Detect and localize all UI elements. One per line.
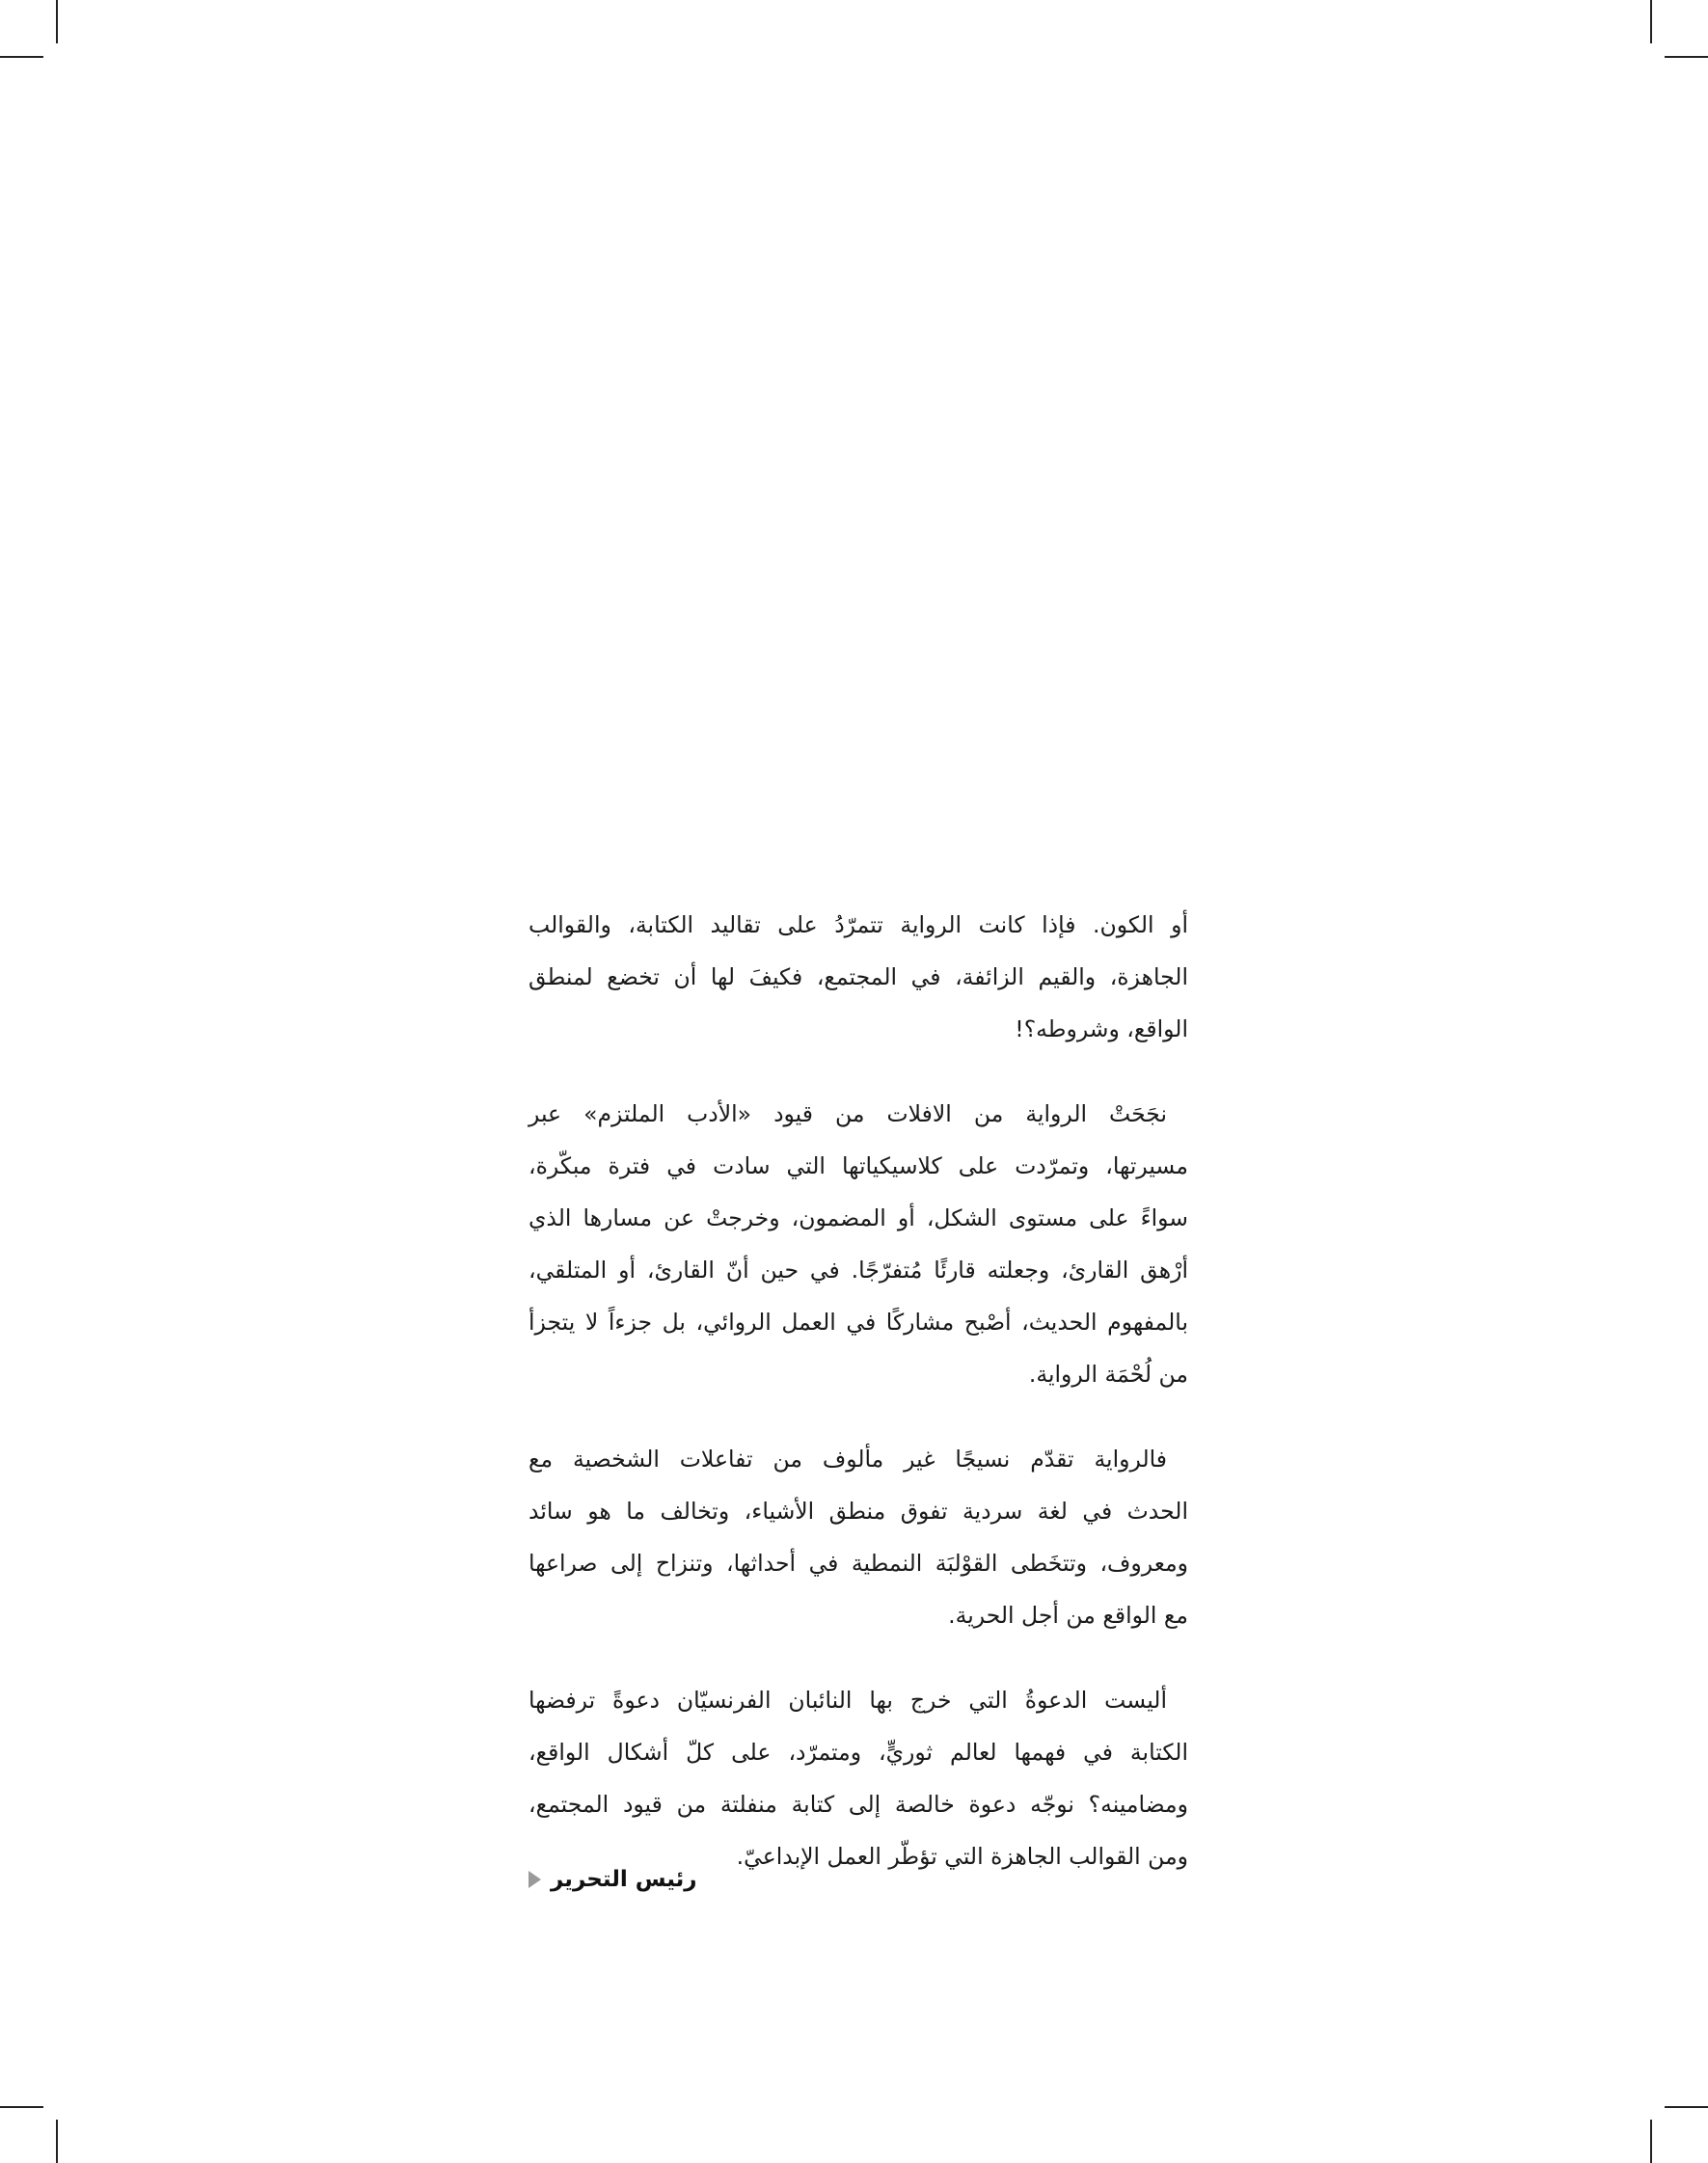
paragraph-line: ومن القوالب الجاهزة التي تؤطّر العمل الإبداعيّ.: [736, 1843, 1188, 1870]
crop-mark-bottom-right: [1650, 2120, 1652, 2163]
paragraph-line: مسيرتها، وتمرّدت على كلاسيكياتها التي سادت في فترة مبكّرة،: [529, 1152, 1188, 1179]
paragraph-line: أو الكون. فإذا كانت الرواية تتمرّدُ على تقاليد الكتابة، والقوالب: [529, 911, 1188, 938]
paragraph-line: سواءً على مستوى الشكل، أو المضمون، وخرجتْ عن مسارها الذي: [529, 1204, 1188, 1231]
triangle-arrow-icon: [529, 1871, 541, 1888]
paragraph-line: الحدث في لغة سردية تفوق منطق الأشياء، وتخالف ما هو سائد: [529, 1498, 1188, 1525]
paragraph-line: بالمفهوم الحديث، أصْبح مشاركًا في العمل الروائي، بل جزءاً لا يتجزأ: [529, 1309, 1188, 1336]
paragraph-line: مع الواقع من أجل الحرية.: [948, 1602, 1188, 1629]
paragraph-line: الجاهزة، والقيم الزائفة، في المجتمع، فكيفَ لها أن تخضع لمنطق: [529, 963, 1188, 990]
crop-mark-top-right: [1650, 0, 1652, 43]
paragraph-line: الواقع، وشروطه؟!: [1015, 1015, 1188, 1042]
signature: [529, 1867, 1188, 1906]
crop-mark-top-left: [56, 0, 58, 43]
paragraph-4: [529, 1674, 1188, 1882]
crop-mark-bottom-right-h: [1665, 2106, 1708, 2108]
crop-mark-bottom-left-h: [0, 2106, 43, 2108]
article-body: [529, 899, 1188, 1915]
paragraph-3: [529, 1433, 1188, 1641]
paragraph-2: [529, 1088, 1188, 1400]
paragraph-line: نجَحَتْ الرواية من الافلات من قيود «الأدب الملتزم» عبر: [529, 1100, 1167, 1127]
paragraph-line: ومضامينه؟ نوجّه دعوة خالصة إلى كتابة منفلتة من قيود المجتمع،: [529, 1791, 1188, 1818]
paragraph-line: أرْهق القارئ، وجعلته قارئًا مُتفرّجًا. في حين أنّ القارئ، أو المتلقي،: [529, 1257, 1188, 1284]
crop-mark-top-right-h: [1665, 56, 1708, 58]
paragraph-1: [529, 899, 1188, 1055]
signature-text: رئيس التحرير: [551, 1867, 697, 1892]
crop-mark-top-left-h: [0, 56, 43, 58]
paragraph-line: الكتابة في فهمها لعالم ثوريٍّ، ومتمرّد، على كلّ أشكال الواقع،: [529, 1739, 1188, 1766]
paragraph-line: من لُحْمَة الرواية.: [1028, 1361, 1188, 1388]
signature-group: [529, 1867, 697, 1892]
paragraph-line: ومعروف، وتتخَطى القوْلبَة النمطية في أحداثها، وتنزاح إلى صراعها: [529, 1550, 1188, 1577]
paragraph-line: فالرواية تقدّم نسيجًا غير مألوف من تفاعلات الشخصية مع: [529, 1446, 1167, 1473]
crop-mark-bottom-left: [56, 2120, 58, 2163]
paragraph-line: أليست الدعوةُ التي خرج بها النائبان الفرنسيّان دعوةً ترفضها: [529, 1687, 1167, 1714]
